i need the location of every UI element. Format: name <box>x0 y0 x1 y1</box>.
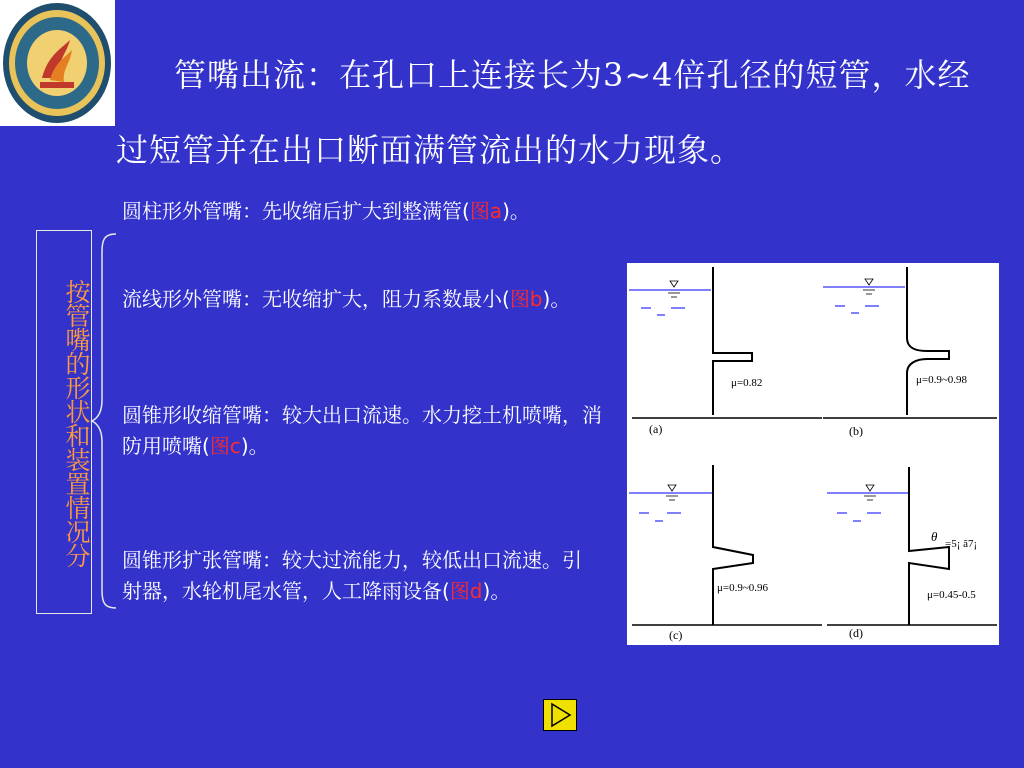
angle-symbol: θ <box>931 529 938 544</box>
nozzle-figure <box>627 263 999 645</box>
category-box <box>36 230 92 614</box>
page-title: 管嘴出流：在孔口上连接长为3~4倍孔径的短管，水经过短管并在出口断面满管流出的水力现象。 <box>116 56 971 169</box>
university-emblem-icon <box>0 0 115 126</box>
diagram-c <box>629 465 822 642</box>
caption-c: (c) <box>669 628 683 642</box>
next-slide-button[interactable] <box>543 699 577 731</box>
list-item <box>122 196 722 227</box>
figure-ref-link[interactable]: 图c <box>209 434 241 458</box>
coef-c: μ=0.9~0.96 <box>717 582 769 594</box>
coef-d: μ=0.45-0.5 <box>927 589 976 601</box>
list-item <box>122 400 612 462</box>
item-text: 圆锥形扩张管嘴：较大过流能力，较低出口流速。引射器，水轮机尾水管，人工降雨设备( <box>122 548 582 603</box>
list-item <box>122 545 592 607</box>
diagram-a <box>629 267 822 436</box>
figure-ref-link[interactable]: 图b <box>509 287 543 311</box>
item-end: )。 <box>542 287 571 311</box>
item-text: 流线形外管嘴：无收缩扩大，阻力系数最小( <box>122 287 510 311</box>
diagram-b <box>823 267 997 438</box>
logo <box>0 0 115 126</box>
play-triangle-icon <box>544 700 576 730</box>
caption-d: (d) <box>849 626 863 640</box>
caption-a: (a) <box>649 422 663 436</box>
coef-b: μ=0.9~0.98 <box>916 374 968 386</box>
item-end: )。 <box>482 579 511 603</box>
figure-ref-link[interactable]: 图d <box>449 579 483 603</box>
angle-text: =5¡ ã7¡ <box>945 538 978 550</box>
brace-icon <box>90 232 120 610</box>
figure-ref-link[interactable]: 图a <box>469 199 503 223</box>
item-end: )。 <box>502 199 530 223</box>
item-end: )。 <box>240 434 269 458</box>
diagram-d <box>827 467 997 640</box>
coef-a: μ=0.82 <box>731 377 763 389</box>
list-item <box>122 284 592 315</box>
item-text: 圆锥形收缩管嘴：较大出口流速。水力挖土机喷嘴，消防用喷嘴( <box>122 403 602 458</box>
item-text: 圆柱形外管嘴：先收缩后扩大到整满管( <box>122 199 470 223</box>
category-label: 按管嘴的形状和装置情况分 <box>62 279 91 567</box>
caption-b: (b) <box>849 424 863 438</box>
